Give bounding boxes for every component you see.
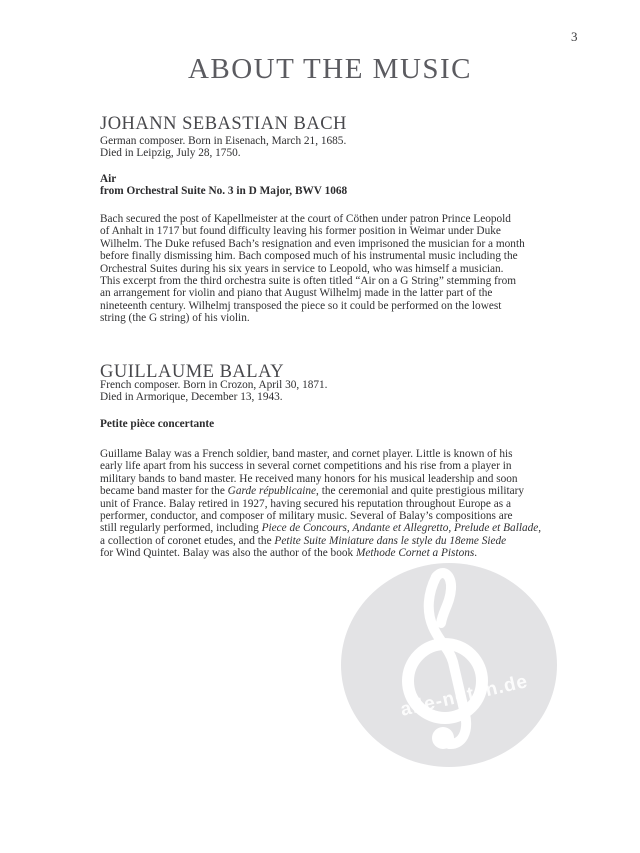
treble-clef-icon xyxy=(341,562,558,768)
bio-paragraph-balay: Guillame Balay was a French soldier, band master, and cornet player. Little is known of his early life apart from his success in several cornet competitions and his rise from a player in military bands to band master. He received many honors for his musical leadership and soon became band master for the Garde républicaine, the ceremonial and quite prestigious military unit of France. Balay retired in 1927, having secured his reputation throughout Europe as a performer, conductor, and composer of military music. Several of Balay’s compositions are still regularly performed, including Piece de Concours, Andante et Allegretto, Prelude et Ballade, a collection of coronet etudes, and the Petite Suite Miniature dans le style du 18eme Siede for Wind Quintet. Balay was also the author of the book Methode Cornet a Pistons. xyxy=(100,448,542,560)
composer-death-line: Died in Armorique, December 13, 1943. xyxy=(100,391,283,404)
composer-birth-line: German composer. Born in Eisenach, March 21, 1685. xyxy=(100,135,347,147)
composer-death-line: Died in Leipzig, July 28, 1750. xyxy=(100,147,241,160)
composer-dates-balay xyxy=(100,379,327,404)
bio-paragraph-bach: Bach secured the post of Kapellmeister at the court of Cöthen under patron Prince Leopold of Anhalt in 1717 but found difficulty leaving his former position in Weimar under Duke Wilhelm. The Duke refused Bach’s resignation and even imprisoned the musician for a month before finally dismissing him. Bach composed much of his instrumental music including the Orchestral Suites during his six years in service to Leopold, who was himself a musician. This excerpt from the third orchestra suite is often titled “Air on a G String” stemming from an arrangement for violin and piano that August Wilhelmj made in the latter part of the nineteenth century. Wilhelmj transposed the piece so it could be performed on the lowest string (the G string) of his violin. xyxy=(100,213,525,325)
page-number: 3 xyxy=(571,29,578,44)
watermark-text: alle-noten.de xyxy=(398,670,531,721)
work-title-bach: Air from Orchestral Suite No. 3 in D Major, BWV 1068 xyxy=(100,173,348,198)
composer-birth-line: French composer. Born in Crozon, April 30, 1871. xyxy=(100,379,328,391)
composer-heading-balay: GUILLAUME BALAY xyxy=(100,362,285,382)
work-title-balay: Petite pièce concertante xyxy=(100,418,215,430)
page-title: ABOUT THE MUSIC xyxy=(187,53,473,85)
composer-heading-bach: JOHANN SEBASTIAN BACH xyxy=(100,114,347,134)
composer-dates-bach xyxy=(100,135,346,160)
